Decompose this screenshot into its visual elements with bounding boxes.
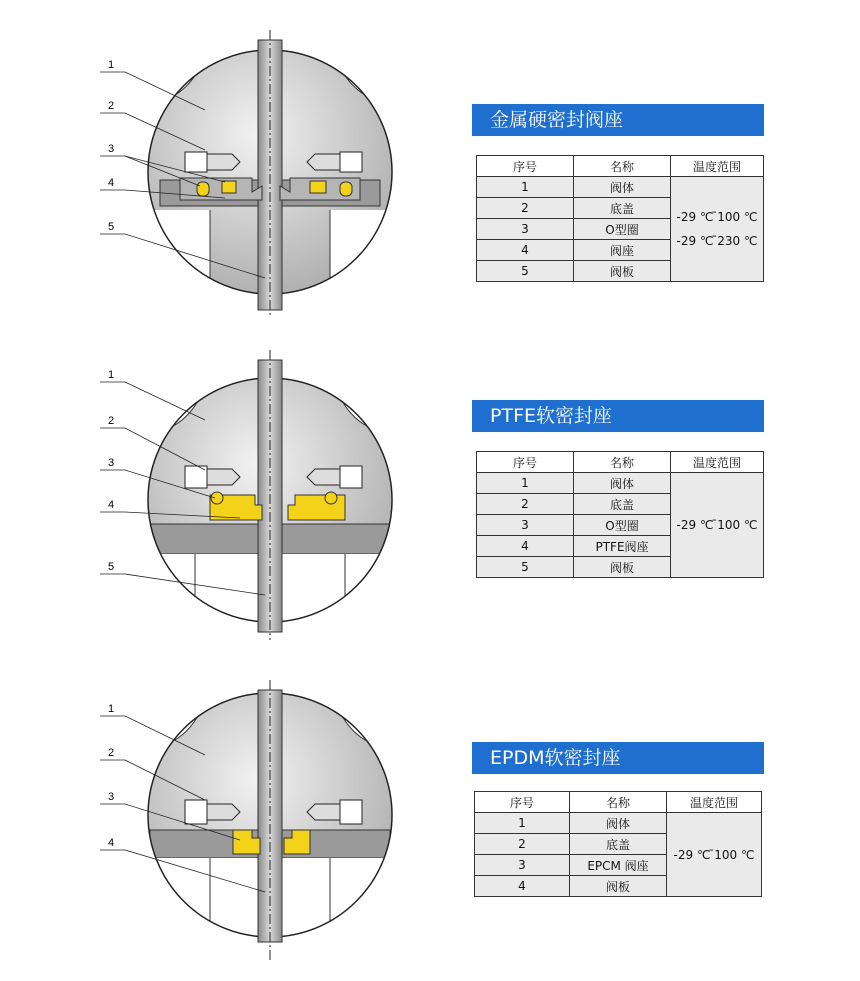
callout-5: 5 xyxy=(108,561,115,573)
header-no: 序号 xyxy=(477,156,574,177)
bolt-right xyxy=(307,800,362,824)
row-name: EPCM 阀座 xyxy=(570,855,667,876)
row-no: 2 xyxy=(475,834,570,855)
row-no: 3 xyxy=(475,855,570,876)
section-title: EPDM软密封座 xyxy=(472,742,764,774)
row-name: PTFE阀座 xyxy=(574,536,671,557)
row-name: 阀座 xyxy=(574,240,671,261)
header-name: 名称 xyxy=(574,452,671,473)
temp-range: -29 ℃ ̄100 ℃ xyxy=(671,473,764,578)
o-ring xyxy=(222,181,236,193)
header-temp: 温度范围 xyxy=(671,452,764,473)
callout-2: 2 xyxy=(108,100,115,112)
row-no: 5 xyxy=(477,557,574,578)
temp-range: -29 ℃ ̄100 ℃ -29 ℃ ̄230 ℃ xyxy=(671,177,764,282)
header-no: 序号 xyxy=(475,792,570,813)
callout-2: 2 xyxy=(108,415,115,427)
callout-3: 3 xyxy=(108,457,115,469)
ptfe-seat-diagram xyxy=(0,330,460,650)
callout-4: 4 xyxy=(108,837,115,849)
metal-seat-diagram xyxy=(0,0,460,320)
row-no: 4 xyxy=(477,536,574,557)
callout-2: 2 xyxy=(108,747,115,759)
row-name: 阀板 xyxy=(574,557,671,578)
header-name: 名称 xyxy=(574,156,671,177)
callout-1: 1 xyxy=(108,59,115,71)
callout-1: 1 xyxy=(108,369,115,381)
row-no: 1 xyxy=(475,813,570,834)
o-ring xyxy=(325,492,337,504)
row-no: 1 xyxy=(477,177,574,198)
row-name: 底盖 xyxy=(570,834,667,855)
row-no: 3 xyxy=(477,515,574,536)
section-ptfe-seat xyxy=(0,330,860,650)
callout-3: 3 xyxy=(108,143,115,155)
row-name: 底盖 xyxy=(574,198,671,219)
header-name: 名称 xyxy=(570,792,667,813)
row-no: 1 xyxy=(477,473,574,494)
epdm-seat-diagram xyxy=(0,660,460,981)
section-epdm-seat xyxy=(0,660,860,981)
row-no: 2 xyxy=(477,494,574,515)
temp-range: -29 ℃ ̄100 ℃ xyxy=(667,813,762,897)
row-no: 2 xyxy=(477,198,574,219)
bolt-left xyxy=(185,800,240,824)
o-ring xyxy=(340,182,352,196)
header-temp: 温度范围 xyxy=(667,792,762,813)
o-ring xyxy=(211,492,223,504)
spec-table xyxy=(474,791,762,897)
row-no: 5 xyxy=(477,261,574,282)
section-title: 金属硬密封阀座 xyxy=(472,104,764,136)
callout-4: 4 xyxy=(108,177,115,189)
row-name: 阀体 xyxy=(570,813,667,834)
spec-table xyxy=(476,155,764,282)
row-name: 阀体 xyxy=(574,473,671,494)
o-ring xyxy=(197,182,209,196)
row-no: 4 xyxy=(475,876,570,897)
bolt-left xyxy=(185,152,240,172)
row-name: 阀板 xyxy=(574,261,671,282)
bolt-left xyxy=(185,466,240,488)
callout-1: 1 xyxy=(108,703,115,715)
header-temp: 温度范围 xyxy=(671,156,764,177)
callout-5: 5 xyxy=(108,221,115,233)
row-no: 3 xyxy=(477,219,574,240)
section-metal-seat xyxy=(0,0,860,320)
section-title: PTFE软密封座 xyxy=(472,400,764,432)
row-no: 4 xyxy=(477,240,574,261)
spec-table xyxy=(476,451,764,578)
o-ring xyxy=(310,181,326,193)
header-no: 序号 xyxy=(477,452,574,473)
bolt-right xyxy=(307,152,362,172)
callout-4: 4 xyxy=(108,499,115,511)
bolt-right xyxy=(307,466,362,488)
callout-3: 3 xyxy=(108,791,115,803)
row-name: 阀板 xyxy=(570,876,667,897)
row-name: 阀体 xyxy=(574,177,671,198)
row-name: 底盖 xyxy=(574,494,671,515)
row-name: O型圈 xyxy=(574,515,671,536)
row-name: O型圈 xyxy=(574,219,671,240)
